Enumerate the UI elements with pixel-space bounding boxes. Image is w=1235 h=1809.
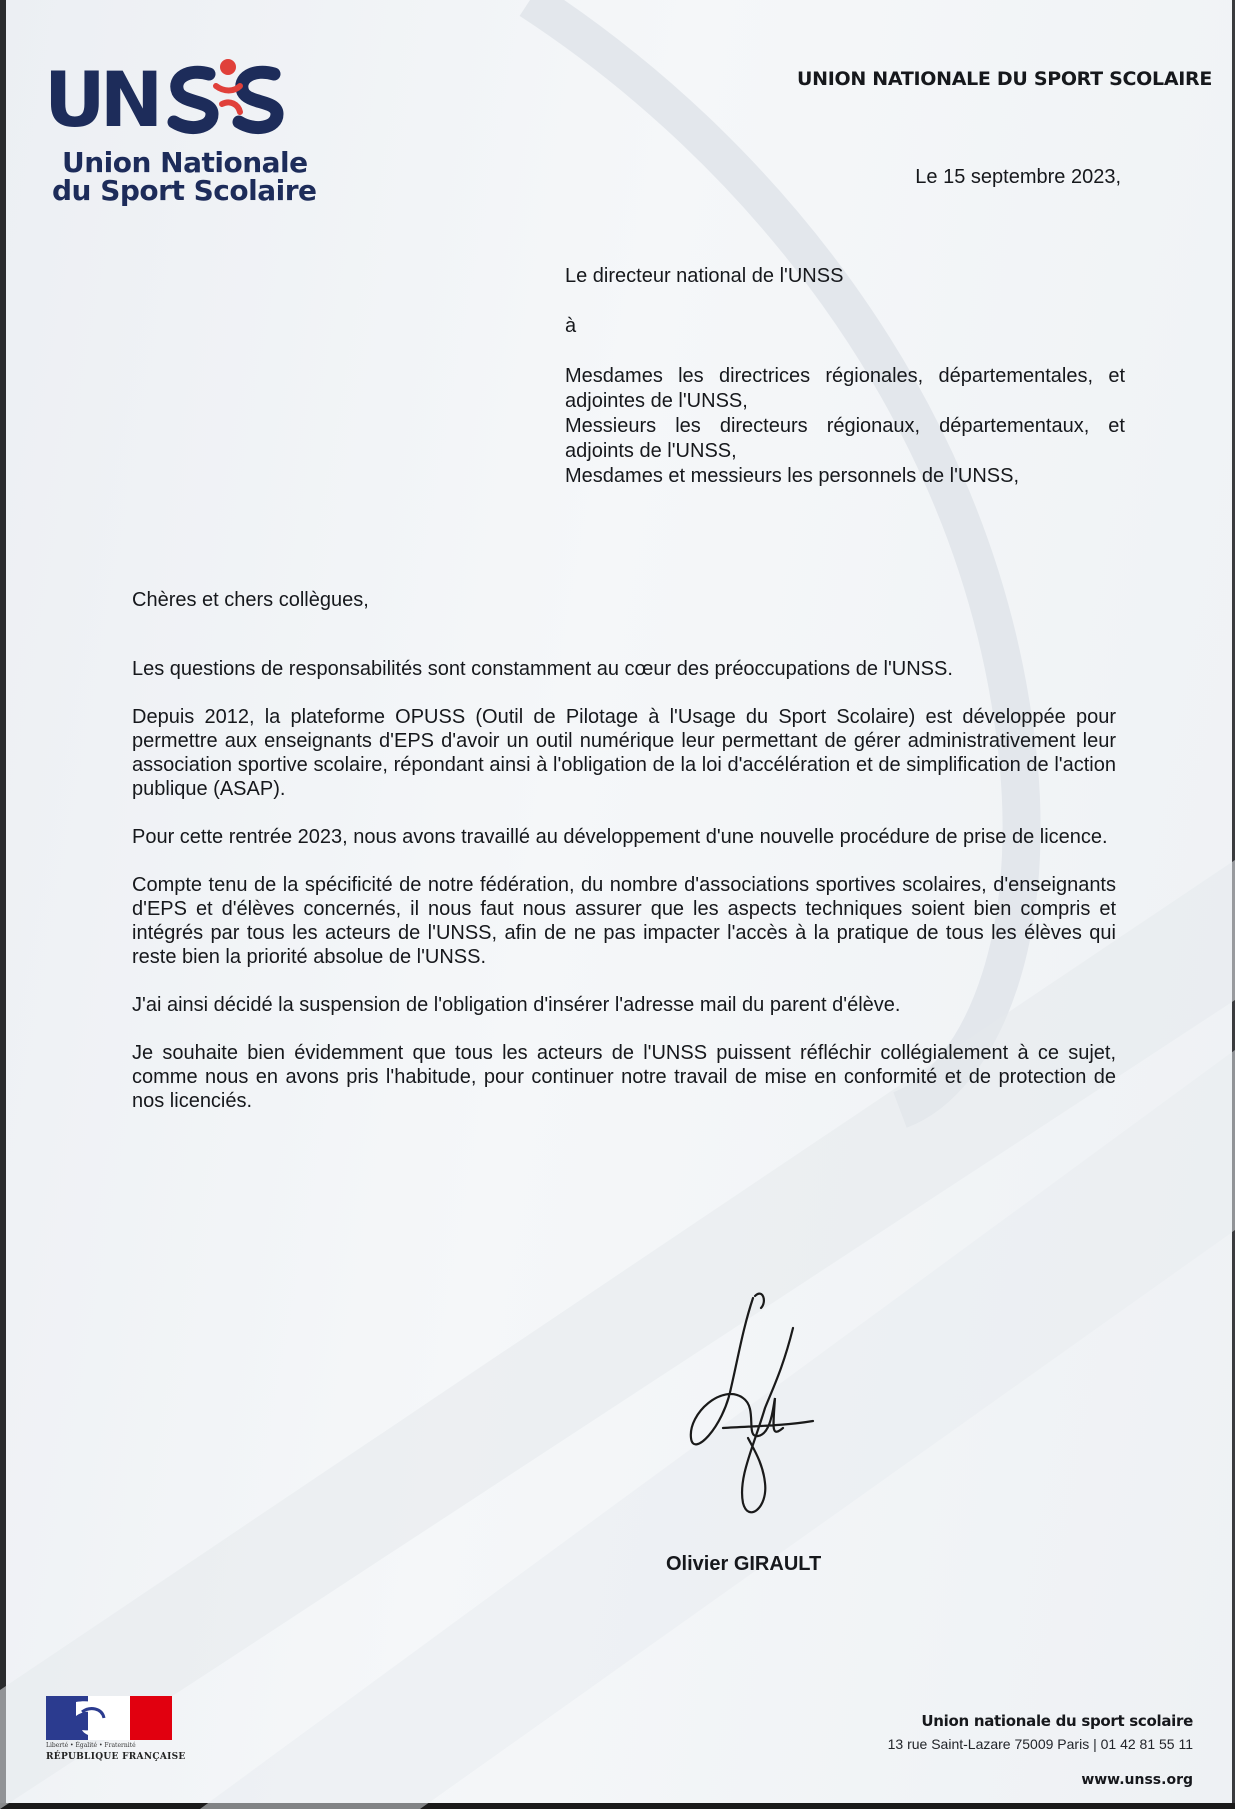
body-paragraph: Les questions de responsabilités sont constamment au cœur des préoccupations de l'UNSS. bbox=[132, 658, 953, 680]
greeting: Chères et chers collègues, bbox=[132, 589, 369, 611]
logo-subtitle-line2: du Sport Scolaire bbox=[52, 174, 317, 207]
unss-logo-ss-figure bbox=[174, 59, 277, 128]
body-paragraph: J'ai ainsi décidé la suspension de l'obligation d'insérer l'adresse mail du parent d'élève. bbox=[132, 994, 901, 1016]
footer-website-link[interactable]: www.unss.org bbox=[1081, 1772, 1193, 1788]
recipient-list bbox=[565, 364, 1125, 489]
handwritten-signature bbox=[683, 1288, 823, 1520]
footer-contact bbox=[888, 1712, 1193, 1788]
to-line: à bbox=[565, 315, 577, 337]
letter-date: Le 15 septembre 2023, bbox=[915, 166, 1121, 188]
recipient-line: Mesdames les directrices régionales, départementales, et adjointes de l'UNSS, bbox=[565, 365, 1125, 412]
recipient-line: Messieurs les directeurs régionaux, départementaux, et adjoints de l'UNSS, bbox=[565, 415, 1125, 462]
body-paragraph: Pour cette rentrée 2023, nous avons travaillé au développement d'une nouvelle procédure de prise de licence. bbox=[132, 826, 1108, 848]
letter-body bbox=[132, 588, 1116, 1137]
footer-org-name: Union nationale du sport scolaire bbox=[921, 1712, 1193, 1730]
body-paragraph: Depuis 2012, la plateforme OPUSS (Outil de Pilotage à l'Usage du Sport Scolaire) est développée pour permettre aux enseignants d'EPS d'avoir un outil numérique leur permettant de gérer administrativement leur association sportive scolaire, répondant ainsi à l'obligation de la loi d'accélération et de simplification de l'action publique (ASAP). bbox=[132, 706, 1116, 800]
footer-address: 13 rue Saint-Lazare 75009 Paris | 01 42 81 55 11 bbox=[887, 1736, 1193, 1752]
marianne-flag-icon bbox=[46, 1696, 172, 1740]
organization-header: UNION NATIONALE DU SPORT SCOLAIRE bbox=[797, 68, 1212, 90]
unss-logo bbox=[44, 56, 317, 207]
body-paragraph: Je souhaite bien évidemment que tous les acteurs de l'UNSS puissent réfléchir collégialement à ce sujet, comme nous en avons pris l'habitude, pour continuer notre travail de mise en conformité et de protection de nos licenciés. bbox=[132, 1042, 1116, 1112]
svg-text:UN: UN bbox=[44, 56, 158, 136]
recipient-line: Mesdames et messieurs les personnels de l'UNSS, bbox=[565, 465, 1020, 487]
unss-logo-mark bbox=[44, 56, 304, 136]
address-block bbox=[565, 264, 1125, 489]
sender-line: Le directeur national de l'UNSS bbox=[565, 265, 844, 287]
republic-motto: Liberté • Égalité • Fraternité bbox=[46, 1742, 136, 1749]
logo-subtitle-line1: Union Nationale bbox=[62, 146, 308, 179]
republique-francaise-logo bbox=[46, 1696, 186, 1768]
body-paragraph: Compte tenu de la spécificité de notre fédération, du nombre d'associations sportives scolaires, d'enseignants d'EPS et d'élèves concernés, il nous faut nous assurer que les aspects techniques soient bien compris et intégrés par tous les acteurs de l'UNSS, afin de ne pas impacter l'accès à la pratique de tous les élèves qui reste bien la priorité absolue de l'UNSS. bbox=[132, 874, 1116, 968]
republic-name: RÉPUBLIQUE FRANÇAISE bbox=[46, 1752, 186, 1762]
signatory-name: Olivier GIRAULT bbox=[666, 1553, 822, 1575]
